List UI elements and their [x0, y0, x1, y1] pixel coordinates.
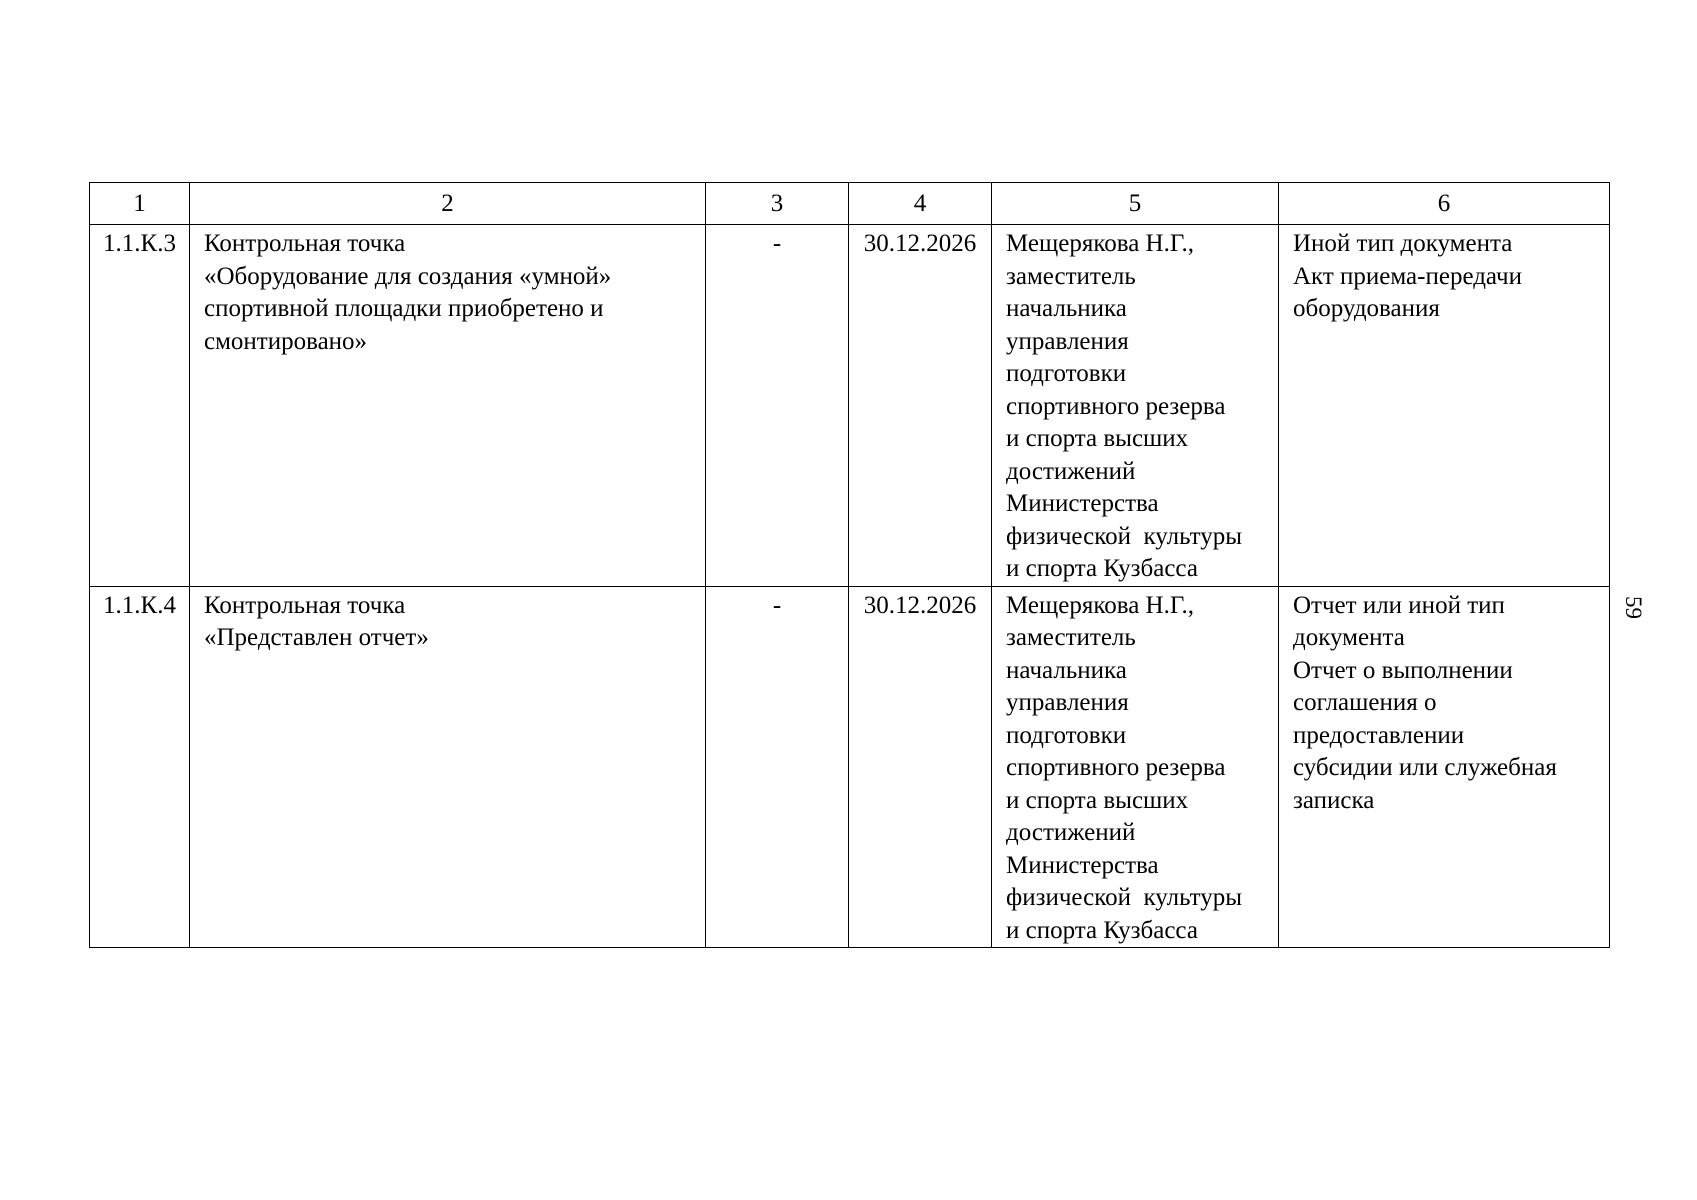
header-col-2: 2	[190, 183, 706, 225]
name-line: смонтировано»	[204, 327, 368, 355]
document-line: оборудования	[1293, 295, 1440, 322]
name-line: «Оборудование для создания «умной»	[204, 262, 612, 290]
responsible-cell	[992, 225, 1279, 587]
responsible-cell	[992, 586, 1279, 948]
responsible-line: и спорта высших	[1006, 786, 1189, 814]
col3-cell: -	[706, 225, 849, 587]
responsible-line: подготовки	[1006, 360, 1127, 387]
due-date-cell: 30.12.2026	[849, 225, 992, 587]
table-header	[90, 183, 1610, 225]
responsible-line: спортивного резерва	[1006, 754, 1226, 781]
table-row	[90, 225, 1610, 587]
control-points-table	[89, 182, 1610, 948]
responsible-line: достижений	[1006, 457, 1136, 485]
responsible-line: Министерства	[1006, 490, 1159, 517]
document-type-cell	[1279, 225, 1610, 587]
name-line: Контрольная точка	[204, 230, 406, 257]
document-type-cell	[1279, 586, 1610, 948]
table-body	[90, 225, 1610, 948]
document-line: соглашения о	[1293, 689, 1437, 716]
responsible-line: физической культуры	[1006, 522, 1242, 550]
responsible-line: достижений	[1006, 819, 1136, 846]
document-line: Отчет о выполнении	[1293, 656, 1513, 684]
responsible-line: Министерства	[1006, 851, 1159, 879]
header-col-4: 4	[849, 183, 992, 225]
responsible-line: и спорта Кузбасса	[1006, 555, 1198, 582]
responsible-line: и спорта Кузбасса	[1006, 916, 1198, 944]
row-id-cell: 1.1.К.4	[90, 586, 190, 948]
header-col-3: 3	[706, 183, 849, 225]
table-header-row	[90, 183, 1610, 225]
document-line: Иной тип документа	[1293, 230, 1513, 257]
control-point-name-cell	[190, 225, 706, 587]
header-col-5: 5	[992, 183, 1279, 225]
document-line: субсидии или служебная	[1293, 754, 1557, 781]
row-id-cell: 1.1.К.3	[90, 225, 190, 587]
responsible-line: начальника	[1006, 295, 1127, 322]
responsible-line: начальника	[1006, 656, 1127, 684]
responsible-line: подготовки	[1006, 721, 1127, 749]
responsible-line: Мещерякова Н.Г.,	[1006, 230, 1194, 257]
name-line: спортивной площадки приобретено и	[204, 295, 604, 322]
document-line: документа	[1293, 624, 1405, 651]
responsible-line: управления	[1006, 689, 1129, 716]
document-line: Отчет или иной тип	[1293, 591, 1505, 619]
responsible-line: Мещерякова Н.Г.,	[1006, 591, 1194, 619]
due-date-cell: 30.12.2026	[849, 586, 992, 948]
document-line: предоставлении	[1293, 721, 1465, 749]
col3-cell: -	[706, 586, 849, 948]
header-col-1: 1	[90, 183, 190, 225]
name-line: «Представлен отчет»	[204, 624, 429, 651]
table-row	[90, 586, 1610, 948]
document-line: Акт приема-передачи	[1293, 262, 1522, 290]
page-number: 59	[1621, 596, 1646, 619]
document-line: записка	[1293, 786, 1375, 814]
responsible-line: физической культуры	[1006, 884, 1242, 911]
header-col-6: 6	[1279, 183, 1610, 225]
responsible-line: заместитель	[1006, 262, 1136, 290]
control-point-name-cell	[190, 586, 706, 948]
responsible-line: и спорта высших	[1006, 425, 1189, 452]
responsible-line: управления	[1006, 327, 1129, 355]
responsible-line: спортивного резерва	[1006, 392, 1226, 420]
name-line: Контрольная точка	[204, 591, 406, 619]
responsible-line: заместитель	[1006, 624, 1136, 651]
